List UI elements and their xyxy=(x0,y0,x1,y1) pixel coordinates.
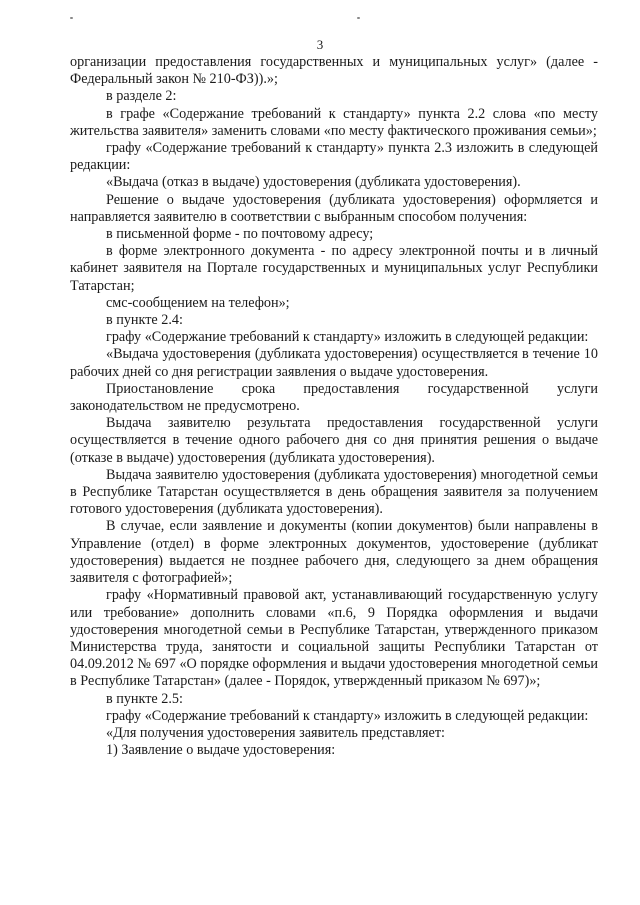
paragraph: графу «Содержание требований к стандарту» изложить в следующей редакции: xyxy=(106,707,589,724)
paragraph: «Выдача удостоверения (дубликата удостоверения) осуществляется в течение 10 рабочих дней со дня регистрации заявления о выдаче удостоверения. xyxy=(70,346,598,380)
paragraph: в разделе 2: xyxy=(106,88,177,105)
paragraph: графу «Содержание требований к стандарту» изложить в следующей редакции: xyxy=(106,329,589,346)
paragraph: в форме электронного документа - по адресу электронной почты и в личный кабинет заявителя на Портале государственных и муниципальных услуг Республики Татарстан; xyxy=(70,243,598,294)
document-body xyxy=(70,54,598,759)
paragraph: в пункте 2.5: xyxy=(106,690,183,707)
paragraph: Выдача заявителю результата предоставления государственной услуги осуществляется в течение одного рабочего дня со дня принятия решения о выдаче (отказе в выдаче) удостоверения (дубликата удостоверения). xyxy=(70,415,598,466)
paragraph: в пункте 2.4: xyxy=(106,312,183,329)
paragraph: в письменной форме - по почтовому адресу; xyxy=(106,226,374,243)
paragraph: Решение о выдаче удостоверения (дубликата удостоверения) оформляется и направляется заявителю в соответствии с выбранным способом получения: xyxy=(70,191,598,225)
paragraph: 1) Заявление о выдаче удостоверения: xyxy=(106,742,336,759)
page-number: 3 xyxy=(316,37,324,52)
paragraph: организации предоставления государственных и муниципальных услуг» (далее - Федеральный закон № 210-ФЗ)).»; xyxy=(70,54,598,88)
scan-speck xyxy=(70,17,73,19)
paragraph: графу «Содержание требований к стандарту» пункта 2.3 изложить в следующей редакции: xyxy=(70,140,598,174)
paragraph: в графе «Содержание требований к стандарту» пункта 2.2 слова «по месту жительства заявителя» заменить словами «по месту фактического проживания семьи»; xyxy=(70,105,598,139)
paragraph: «Выдача (отказ в выдаче) удостоверения (дубликата удостоверения). xyxy=(106,174,521,191)
paragraph: Выдача заявителю удостоверения (дубликата удостоверения) многодетной семьи в Республике Татарстан осуществляется в день обращения заявителя за получением готового удостоверения (дубликата удостоверения). xyxy=(70,466,598,518)
paragraph: Приостановление срока предоставления государственной услуги законодательством не предусмотрено. xyxy=(70,380,598,415)
paragraph: В случае, если заявление и документы (копии документов) были направлены в Управление (отдел) в форме электронных документов, удостоверение (дубликат удостоверения) выдается не позднее рабочего дня, следующего за днем обращения заявителя с фотографией»; xyxy=(70,518,598,587)
paragraph: «Для получения удостоверения заявитель представляет: xyxy=(106,724,445,741)
paragraph: графу «Нормативный правовой акт, устанавливающий государственную услугу или требование» дополнить словами «п.6, 9 Порядка оформления и выдачи удостоверения многодетной семьи в Республике Татарстан, утвержденного приказом Министерства труда, занятости и социальной защиты Республики Татарстан от 04.09.2012 № 697 «О порядке оформления и выдачи удостоверения многодетной семьи в Республике Татарстан» (далее - Порядок, утвержденный приказом № 697)»; xyxy=(70,587,598,690)
paragraph: смс-сообщением на телефон»; xyxy=(106,294,290,311)
scan-speck xyxy=(357,17,360,19)
